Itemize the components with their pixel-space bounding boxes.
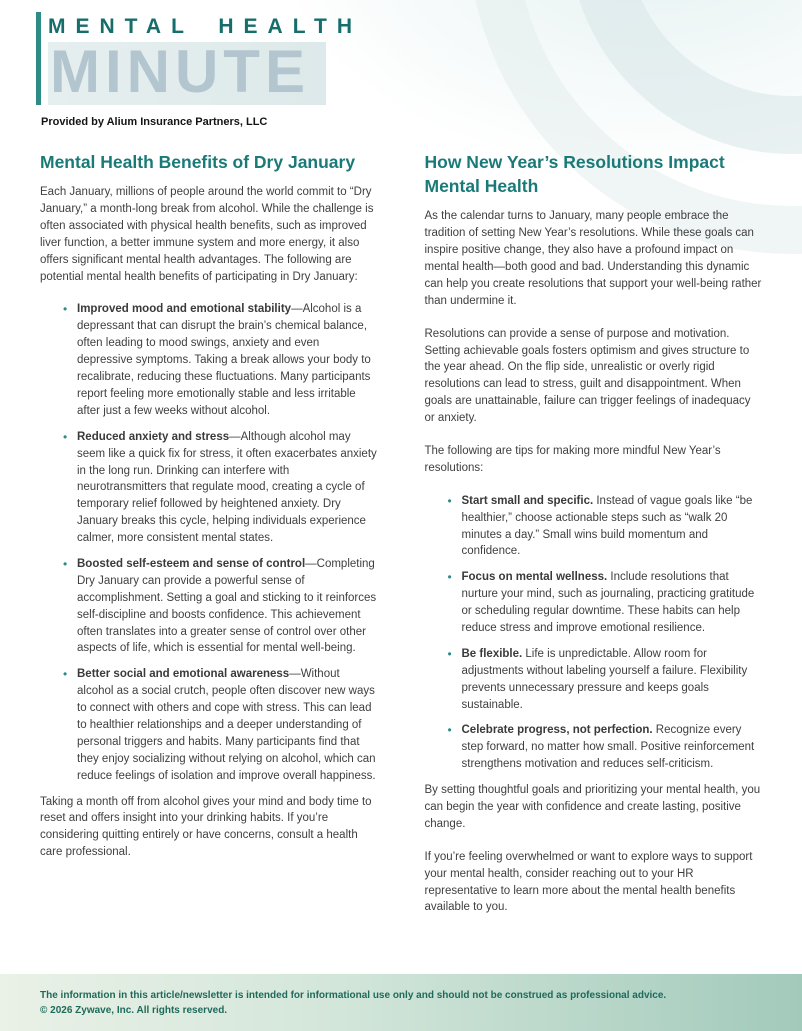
list-item [462,722,763,773]
copyright-text: © 2026 Zywave, Inc. All rights reserved. [40,1004,228,1016]
footer [0,974,802,1031]
bullet-text: Include resolutions that nurture your mind, such as journaling, practicing gratitude or scheduling regular downtime. These habits can help reduce stress and improve emotional resilience. [461,571,755,634]
bullet-text: —Completing Dry January can provide a powerful sense of accomplishment. Setting a goal and sticking to it reinforces self-discipline and boosts confidence. This achievement often translates into a greater sense of control over other aspects of life, which is essential for mental well-being. [77,557,377,655]
list-item [462,569,763,637]
article-paragraph: Resolutions can provide a sense of purpose and motivation. Setting achievable goals fosters optimism and gives structure to the year ahead. On the flip side, unrealistic or overly rigid resolutions can lead to stress, guilt and disappointment. When goals are unattainable, failure can trigger feelings of inadequacy or anxiety. [424,327,751,425]
bullet-lead: Start small and specific. [461,494,594,507]
bullet-lead: Boosted self-esteem and sense of control [77,557,306,570]
content-columns [0,150,802,932]
masthead [36,12,802,105]
benefits-list [40,301,378,784]
bullet-lead: Focus on mental wellness. [461,571,608,584]
list-item [77,666,378,784]
tips-list [425,493,763,773]
list-item [77,429,378,547]
list-item [77,556,378,657]
bullet-lead: Reduced anxiety and stress [77,430,230,443]
article-title-dry-january: Mental Health Benefits of Dry January [40,152,356,172]
article-closing-paragraph: If you’re feeling overwhelmed or want to explore ways to support your mental health, consider reaching out to your HR representative to learn more about the mental health benefits available to you. [424,850,753,914]
article-closing-paragraph: By setting thoughtful goals and prioritizing your mental health, you can begin the year with confidence and create lasting, positive change. [424,784,761,830]
bullet-text: —Alcohol is a depressant that can disrupt the brain’s chemical balance, often leading to mood swings, anxiety and even depressive symptoms. Taking a break allows your body to recalibrate, reducing these fluctuations. Many participants report feeling more emotionally stable and less irritable after just a few weeks without alcohol. [77,303,371,417]
bullet-text: Life is unpredictable. Allow room for adjustments without labeling yourself a failure. Flexibility prevents unnecessary pressure and keeps goals sustainable. [461,647,748,711]
article-paragraph: As the calendar turns to January, many people embrace the tradition of setting New Year’s resolutions. While these goals can inspire positive change, they also have a profound impact on mental health—both good and bad. Understanding this dynamic can help you create resolutions that support your well-being rather than undermine it. [424,210,762,307]
list-item [77,301,378,419]
bullet-lead: Better social and emotional awareness [77,668,290,681]
disclaimer-text: The information in this article/newsletter is intended for informational use only and should not be construed as professional advice. [40,989,667,1001]
bullet-text: Instead of vague goals like “be healthier,” choose actionable steps such as “walk 20 minutes a day.” Small wins build momentum and confidence. [461,494,753,558]
article-intro-paragraph: Each January, millions of people around the world commit to “Dry January,” a month-long break from alcohol. While the challenge is often associated with physical health benefits, such as improved liver function, a better immune system and more energy, it also offers significant mental health advantages. The following are potential mental health benefits of participating in Dry January: [40,186,374,283]
article-title-resolutions: How New Year’s Resolutions Impact Mental Health [424,152,725,197]
article-resolutions [425,150,763,932]
bullet-lead: Improved mood and emotional stability [77,303,292,316]
bullet-text: Recognize every step forward, no matter how small. Positive reinforcement strengthens motivation and reduces self-criticism. [461,724,755,771]
brand-line-minute: MINUTE [48,42,326,105]
article-dry-january [40,150,378,932]
provided-by-line: Provided by Alium Insurance Partners, LLC [41,116,268,128]
list-item [462,493,763,561]
brand-logo [41,12,362,105]
article-paragraph: The following are tips for making more mindful New Year’s resolutions: [424,444,721,474]
bullet-lead: Be flexible. [461,647,523,660]
bullet-text: —Although alcohol may seem like a quick fix for stress, it often exacerbates anxiety in the long run. Drinking can interfere with neurotransmitters that regulate mood, creating a cycle of temporary relief followed by heightened anxiety. Dry January breaks this cycle, helping individuals experience calmer, more consistent mental states. [77,430,377,545]
article-closing-paragraph: Taking a month off from alcohol gives your mind and body time to reset and offers insight into your drinking habits. If you’re considering quitting entirely or have concerns, consult a health care professional. [40,795,372,859]
brand-line-mental-health: MENTAL HEALTH [48,15,362,38]
bullet-text: —Without alcohol as a social crutch, people often discover new ways to connect with others and cope with stress. This can lead to healthier relationships and a deeper understanding of personal triggers and habits. Many participants find that they enjoy socializing without relying on alcohol, which can reduce feelings of isolation and improve overall happiness. [77,668,376,782]
bullet-lead: Celebrate progress, not perfection. [461,724,653,737]
list-item [462,646,763,714]
